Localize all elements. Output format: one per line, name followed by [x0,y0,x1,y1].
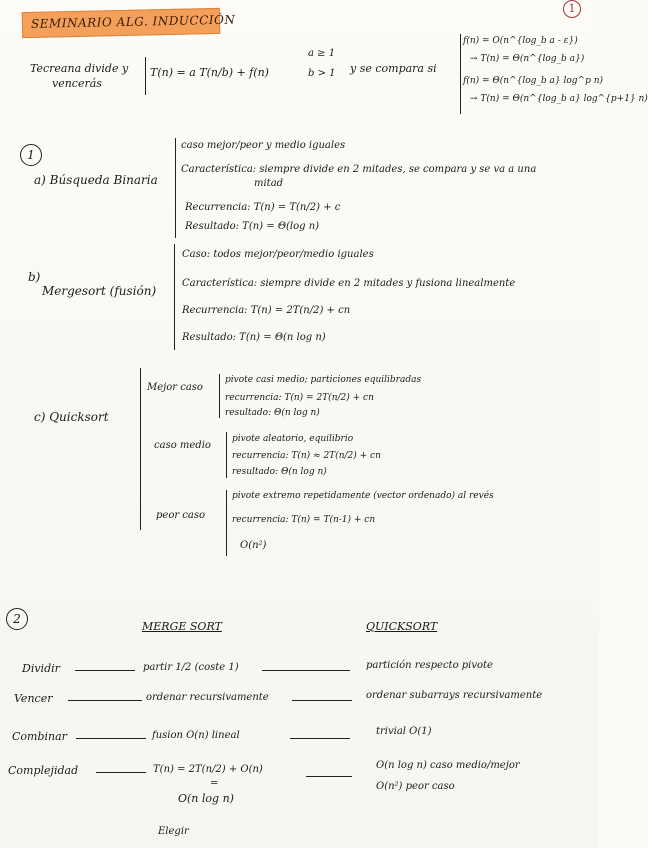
quick-best-label: Mejor caso [147,382,203,393]
merge-line4: Resultado: T(n) = Θ(n log n) [182,332,326,343]
merge-complexity-result: O(n log n) [178,792,234,805]
binary-line4: Resultado: T(n) = Θ(log n) [185,221,320,232]
binary-line1: caso mejor/peor y medio iguales [181,140,346,151]
quick-worst-line3: O(n²) [240,540,267,551]
quick-avg-line1: pivote aleatorio, equilibrio [232,434,354,444]
title-highlight [22,8,236,38]
quick-brace [140,368,141,530]
quick-worst-line1: pivote extremo repetidamente (vector ordenado) al revés [232,491,494,501]
cases-brace [460,34,461,114]
merge-line1: Caso: todos mejor/peor/medio iguales [182,249,374,260]
intro-cond-b: b > 1 [308,68,336,79]
quick-avg-brace [226,432,227,478]
quick-best-line1: pivote casi medio; particiones equilibradas [225,375,422,385]
quick-worst-complexity: O(n²) peor caso [376,781,455,792]
quick-avg-label: caso medio [154,440,211,451]
merge-equals: = [210,778,219,789]
quick-best-line3: resultado: Θ(n log n) [225,408,320,418]
intro-brace [145,57,146,95]
row-dividir-quick: partición respecto pivote [366,660,493,671]
row-complejidad-merge: T(n) = 2T(n/2) + O(n) [153,764,263,775]
row-combinar-quick: trivial O(1) [376,726,432,737]
binary-line2b: mitad [254,178,284,189]
merge-label-a: b) [28,270,41,284]
row-combinar-rule-2 [290,738,350,739]
merge-label: Mergesort (fusión) [42,284,157,298]
quick-worst-label: peor caso [156,510,206,521]
row-complejidad-quick: O(n log n) caso medio/mejor [376,760,520,771]
col-quicksort-header: QUICKSORT [366,620,438,633]
intro-compare: y se compara si [350,62,437,75]
row-combinar-rule-1 [76,738,146,739]
page-title: SEMINARIO ALG. INDUCCIÓN [30,12,236,31]
quick-label: c) Quicksort [34,410,109,424]
footer-note: Elegir [158,826,189,837]
section1-number: 1 [20,144,42,166]
merge-brace [174,244,175,350]
intro-formula: T(n) = a T(n/b) + f(n) [150,66,269,79]
binary-line3: Recurrencia: T(n) = T(n/2) + c [185,202,341,213]
row-dividir-merge: partir 1/2 (coste 1) [143,662,239,673]
section2-number: 2 [6,608,28,630]
quick-best-line2: recurrencia: T(n) = 2T(n/2) + cn [225,393,374,403]
case1: f(n) = O(n^{log_b a - ε}) [463,36,578,46]
page-number: 1 [563,0,581,18]
row-vencer-merge: ordenar recursivamente [146,692,269,703]
binary-label: a) Búsqueda Binaria [34,173,158,187]
row-complejidad-rule-1 [96,772,146,773]
col-mergesort-header: MERGE SORT [142,620,222,633]
row-complejidad-rule-2 [306,776,352,777]
row-dividir-rule-1 [75,670,135,671]
row-vencer-rule-1 [68,700,142,701]
row-combinar-merge: fusion O(n) lineal [152,730,240,741]
case1-result: → T(n) = Θ(n^{log_b a}) [470,54,585,64]
row-vencer-quick: ordenar subarrays recursivamente [366,690,543,701]
intro-label-2: vencerás [52,77,102,90]
intro-cond-a: a ≥ 1 [308,48,336,59]
quick-worst-line2: recurrencia: T(n) = T(n-1) + cn [232,515,376,525]
row-dividir-rule-2 [262,670,350,671]
row-combinar-label: Combinar [12,730,67,743]
binary-line2: Característica: siempre divide en 2 mitades, se compara y se va a una [181,164,537,175]
quick-avg-line3: resultado: Θ(n log n) [232,467,327,477]
quick-avg-line2: recurrencia: T(n) ≈ 2T(n/2) + cn [232,451,381,461]
case2: f(n) = Θ(n^{log_b a} log^p n) [463,76,604,86]
row-complejidad-label: Complejidad [8,764,79,777]
merge-line3: Recurrencia: T(n) = 2T(n/2) + cn [182,305,351,316]
binary-brace [175,138,176,238]
case2-result: → T(n) = Θ(n^{log_b a} log^{p+1} n) [470,94,648,104]
row-vencer-label: Vencer [14,692,53,705]
quick-worst-brace [226,490,227,556]
intro-label-1: Tecreana divide y [30,62,129,75]
row-dividir-label: Dividir [22,662,60,675]
row-vencer-rule-2 [292,700,352,701]
quick-best-brace [219,374,220,418]
merge-line2: Característica: siempre divide en 2 mitades y fusiona linealmente [182,278,516,289]
